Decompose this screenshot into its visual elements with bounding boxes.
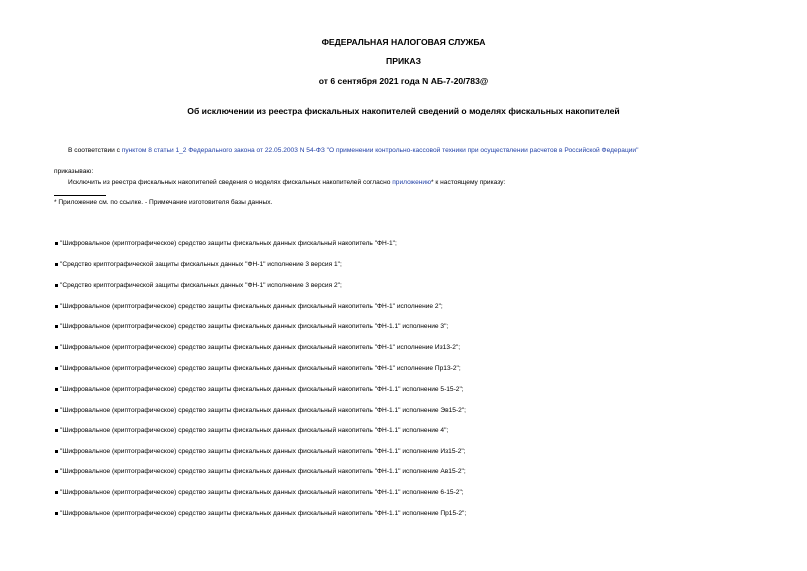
list-item bbox=[55, 260, 342, 269]
list-item bbox=[55, 447, 466, 456]
bullet-icon bbox=[55, 325, 58, 328]
clause-line bbox=[68, 178, 505, 187]
order-word: приказываю: bbox=[54, 168, 94, 175]
bullet-icon bbox=[55, 429, 58, 432]
footnote-divider bbox=[54, 195, 106, 196]
list-item-text: "Шифровальное (криптографическое) средство защиты фискальных данных фискальный накопитель "ФН-1.1" исполнение Пр15-2"; bbox=[60, 510, 467, 517]
preamble-line bbox=[68, 146, 638, 155]
list-item bbox=[55, 488, 464, 497]
bullet-icon bbox=[55, 512, 58, 515]
list-item bbox=[55, 239, 397, 248]
list-item-text: "Шифровальное (криптографическое) средство защиты фискальных данных фискальный накопитель "ФН-1.1" исполнение 3"; bbox=[60, 323, 449, 330]
bullet-icon bbox=[55, 263, 58, 266]
list-item bbox=[55, 364, 461, 373]
appendix-link[interactable]: приложению bbox=[392, 179, 432, 186]
list-item-text: "Шифровальное (криптографическое) средство защиты фискальных данных фискальный накопитель "ФН-1.1" исполнение Ав15-2"; bbox=[60, 468, 466, 475]
law-reference-link[interactable]: пунктом 8 статьи 1_2 Федерального закона от 22.05.2003 N 54-ФЗ "О применении контрольно-кассовой техники при осуществлении расчетов в Российской Федерации" bbox=[121, 147, 639, 154]
document-type: ПРИКАЗ bbox=[386, 56, 421, 66]
list-item bbox=[55, 322, 448, 331]
list-item-text: "Шифровальное (криптографическое) средство защиты фискальных данных фискальный накопитель "ФН-1.1" исполнение 5-15-2"; bbox=[60, 386, 464, 393]
list-item bbox=[55, 343, 460, 352]
bullet-icon bbox=[55, 367, 58, 370]
list-item bbox=[55, 467, 466, 476]
list-item bbox=[55, 302, 443, 311]
clause-prefix: Исключить из реестра фискальных накопителей сведения о моделях фискальных накопителей согласно bbox=[68, 179, 393, 186]
list-item-text: "Средство криптографической защиты фискальных данных "ФН-1" исполнение 3 версия 1"; bbox=[60, 261, 342, 268]
list-item-text: "Шифровальное (криптографическое) средство защиты фискальных данных фискальный накопитель "ФН-1"; bbox=[60, 240, 397, 247]
agency-name: ФЕДЕРАЛЬНАЯ НАЛОГОВАЯ СЛУЖБА bbox=[321, 37, 486, 47]
bullet-icon bbox=[55, 409, 58, 412]
list-item-text: "Шифровальное (криптографическое) средство защиты фискальных данных фискальный накопитель "ФН-1.1" исполнение 6-15-2"; bbox=[60, 489, 464, 496]
bullet-icon bbox=[55, 284, 58, 287]
bullet-icon bbox=[55, 388, 58, 391]
preamble-prefix: В соответствии с bbox=[68, 147, 122, 154]
clause-suffix: * к настоящему приказу: bbox=[431, 179, 506, 186]
footnote: * Приложение см. по ссылке. - Примечание изготовителя базы данных. bbox=[54, 199, 273, 206]
document-title: Об исключении из реестра фискальных накопителей сведений о моделях фискальных накопителей bbox=[187, 106, 620, 116]
list-item bbox=[55, 509, 466, 518]
list-item-text: "Средство криптографической защиты фискальных данных "ФН-1" исполнение 3 версия 2"; bbox=[60, 282, 342, 289]
list-item bbox=[55, 281, 342, 290]
list-item bbox=[55, 406, 466, 415]
list-item-text: "Шифровальное (криптографическое) средство защиты фискальных данных фискальный накопитель "ФН-1" исполнение Из13-2"; bbox=[60, 344, 461, 351]
bullet-icon bbox=[55, 346, 58, 349]
list-item-text: "Шифровальное (криптографическое) средство защиты фискальных данных фискальный накопитель "ФН-1.1" исполнение 4"; bbox=[60, 427, 449, 434]
list-item-text: "Шифровальное (криптографическое) средство защиты фискальных данных фискальный накопитель "ФН-1" исполнение 2"; bbox=[60, 303, 443, 310]
bullet-icon bbox=[55, 305, 58, 308]
list-item bbox=[55, 426, 448, 435]
list-item-text: "Шифровальное (криптографическое) средство защиты фискальных данных фискальный накопитель "ФН-1.1" исполнение Из15-2"; bbox=[60, 448, 466, 455]
bullet-icon bbox=[55, 450, 58, 453]
list-item-text: "Шифровальное (криптографическое) средство защиты фискальных данных фискальный накопитель "ФН-1" исполнение Пр13-2"; bbox=[60, 365, 461, 372]
list-item-text: "Шифровальное (криптографическое) средство защиты фискальных данных фискальный накопитель "ФН-1.1" исполнение Эв15-2"; bbox=[60, 407, 467, 414]
document-date-number: от 6 сентября 2021 года N АБ-7-20/783@ bbox=[318, 76, 489, 86]
bullet-icon bbox=[55, 491, 58, 494]
bullet-icon bbox=[55, 470, 58, 473]
bullet-icon bbox=[55, 242, 58, 245]
list-item bbox=[55, 385, 464, 394]
